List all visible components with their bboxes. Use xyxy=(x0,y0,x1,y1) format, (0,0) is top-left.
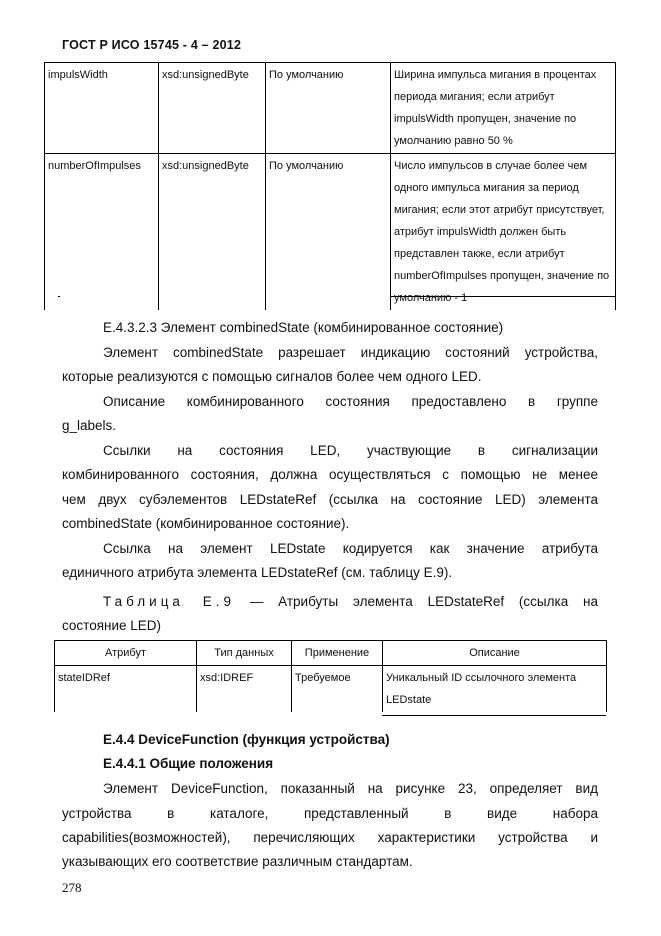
table-row xyxy=(55,666,607,713)
col-header-type: Тип данных xyxy=(197,641,292,666)
attr-name-cell: impulsWidth xyxy=(45,63,159,154)
attr-type-cell: xsd:IDREF xyxy=(197,666,292,713)
attr-usage-cell: Требуемое xyxy=(292,666,383,713)
paragraph-line: g_labels. xyxy=(62,418,117,433)
paragraph-line: чем двух субэлементов LEDstateRef (ссылка на состояние LED) элемента xyxy=(62,492,598,507)
paragraph-line: Ссылки на состояния LED, участвующие в сигнализации xyxy=(103,443,598,458)
attr-name-cell: stateIDRef xyxy=(55,666,197,713)
attr-usage-cell: По умолчанию xyxy=(266,63,391,154)
table-caption-line2: состояние LED) xyxy=(62,618,162,633)
attributes-table-continued xyxy=(44,62,616,310)
paragraph-line: capabilities(возможностей), перечисляющих характеристики устройства и xyxy=(62,830,598,845)
ledstateref-attributes-table xyxy=(54,640,607,712)
table-caption-word: Таблица Е.9 xyxy=(103,594,236,609)
paragraph-line: combinedState (комбинированное состояние). xyxy=(62,516,350,531)
col-header-usage: Применение xyxy=(292,641,383,666)
paragraph-line: которые реализуются с помощью сигналов более чем одного LED. xyxy=(62,369,482,384)
attr-name-cell: numberOfImpulses xyxy=(45,154,159,311)
attr-type-cell: xsd:unsignedByte xyxy=(159,154,266,311)
section-heading-e43223: Е.4.3.2.3 Элемент combinedState (комбинированное состояние) xyxy=(103,320,504,335)
attr-type-cell: xsd:unsignedByte xyxy=(159,63,266,154)
attr-desc-cell: Ширина импульса мигания в процентах периода мигания; если атрибут impulsWidth пропущен, значение по умолчанию равно 50 % xyxy=(391,63,616,154)
attr-usage-cell: По умолчанию xyxy=(266,154,391,311)
table-caption-rest: — Атрибуты элемента LEDstateRef (ссылка на xyxy=(249,594,598,609)
col-header-desc: Описание xyxy=(383,641,607,666)
paragraph-line: устройства в каталоге, представленный в виде набора xyxy=(62,806,598,821)
paragraph-line: Элемент combinedState разрешает индикацию состояний устройства, xyxy=(103,345,598,360)
col-header-attr: Атрибут xyxy=(55,641,197,666)
page-header: ГОСТ Р ИСО 15745 - 4 – 2012 xyxy=(62,38,242,52)
paragraph-line: Ссылка на элемент LEDstate кодируется как значение атрибута xyxy=(103,541,598,556)
paragraph-line: комбинированного состояния, должна осуществляться с помощью не менее xyxy=(62,467,598,482)
table-row xyxy=(45,63,616,154)
section-heading-e441: Е.4.4.1 Общие положения xyxy=(103,756,274,771)
section-heading-e44: Е.4.4 DeviceFunction (функция устройства) xyxy=(103,732,390,747)
attr-desc-cell: Уникальный ID ссылочного элемента LEDstate xyxy=(383,666,607,713)
paragraph-line: единичного атрибута элемента LEDstateRef (см. таблицу Е.9). xyxy=(62,565,453,580)
table-header-row xyxy=(55,641,607,666)
table-row xyxy=(45,154,616,311)
paragraph-line: указывающих его соответствие различным стандартам. xyxy=(62,854,413,869)
page-number: 278 xyxy=(62,880,82,895)
table-caption xyxy=(103,590,598,614)
paragraph-line: Элемент DeviceFunction, показанный на рисунке 23, определяет вид xyxy=(103,781,598,796)
paragraph-line: Описание комбинированного состояния предоставлено в группе xyxy=(103,394,598,409)
attr-desc-cell: Число импульсов в случае более чем одного импульса мигания за период мигания; если этот атрибут присутствует, атрибут impulsWidth должен быть представлен также, если атрибут numberOfImpulses пропущен, значение по умолчанию - 1 xyxy=(391,154,616,311)
